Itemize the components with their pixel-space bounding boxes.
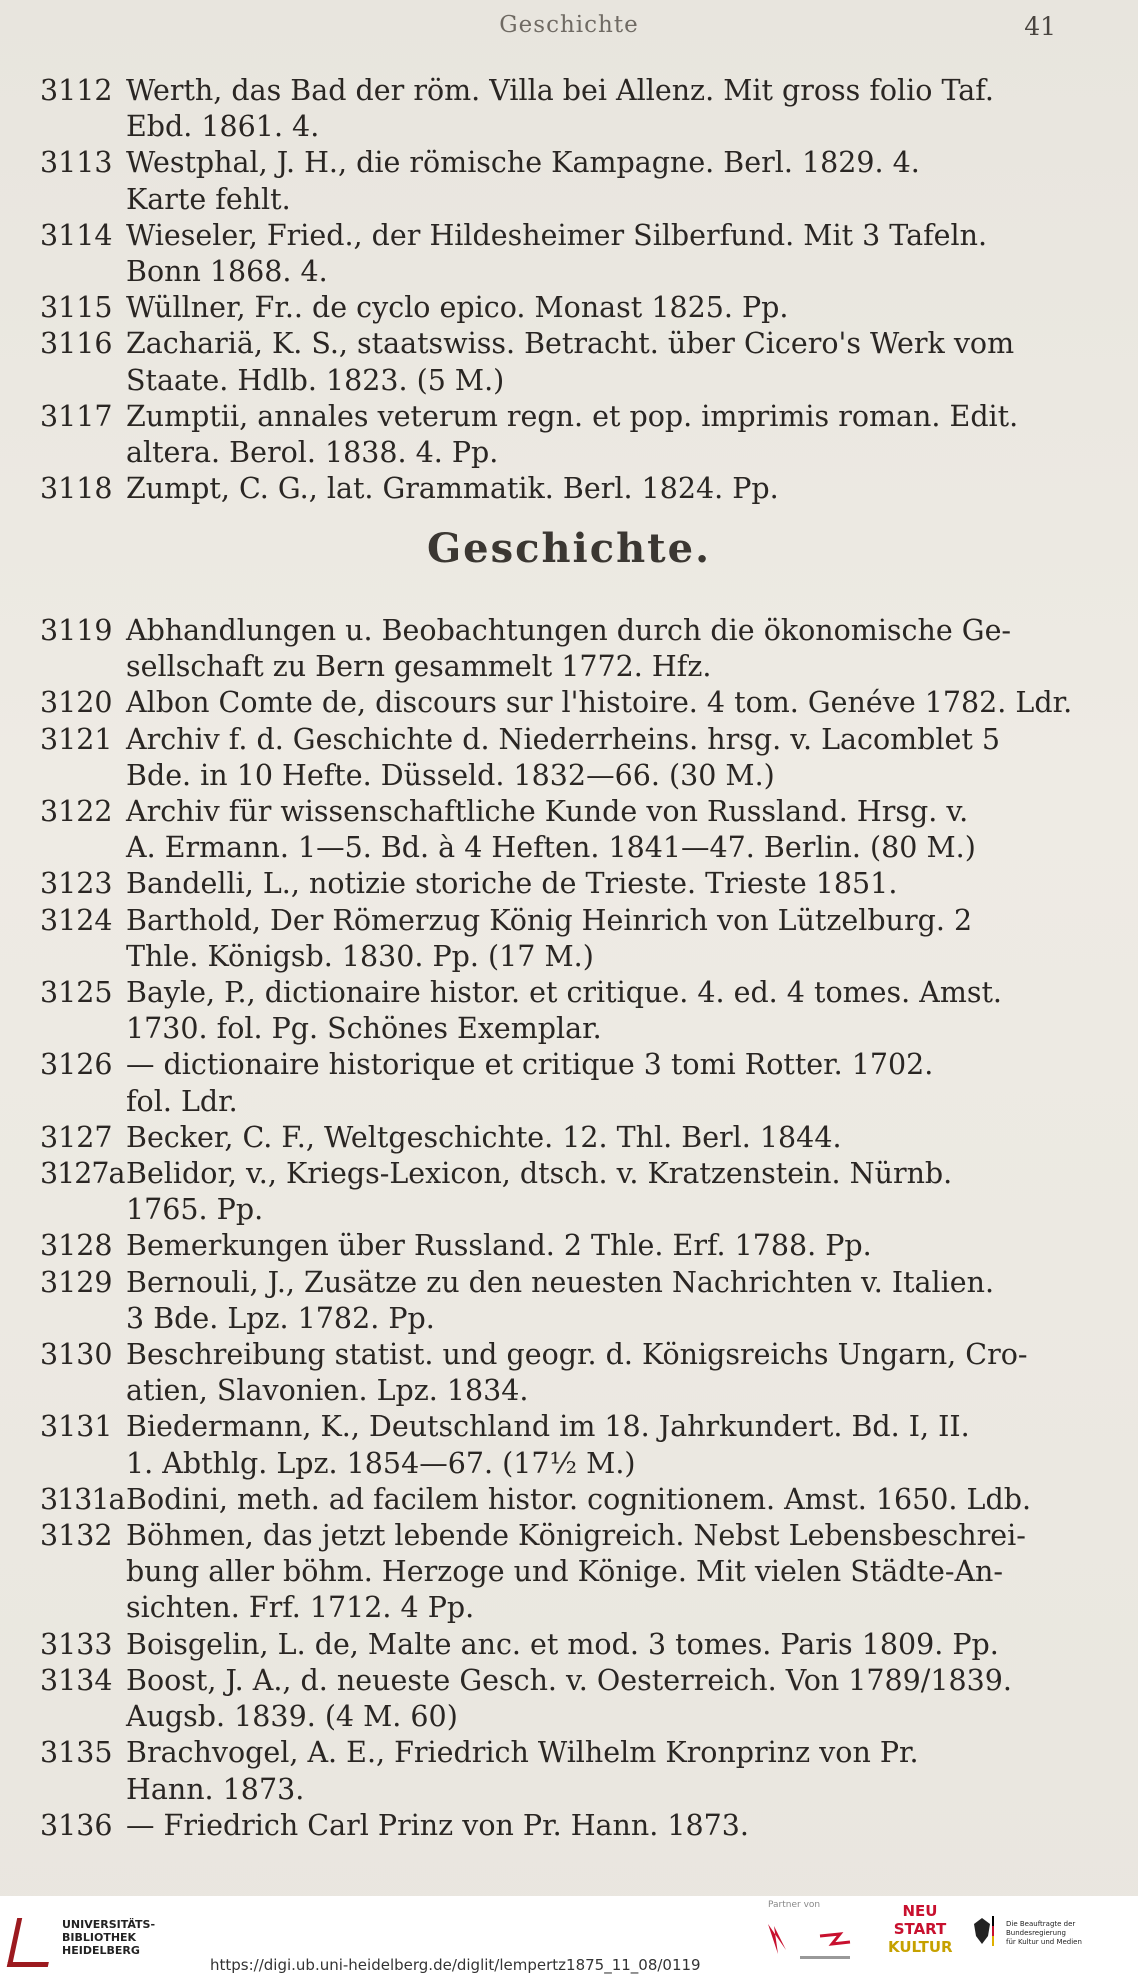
entry-line: Barthold, Der Römerzug König Heinrich von Lützelburg. 2	[126, 903, 973, 937]
entry-number: 3130	[40, 1338, 113, 1372]
entry-line: 1765. Pp.	[126, 1193, 264, 1227]
entry-line: Abhandlungen u. Beobachtungen durch die ökonomische Ge-	[126, 614, 1012, 647]
entry-line: Archiv für wissenschaftliche Kunde von Russland. Hrsg. v.	[126, 795, 969, 829]
entry-number: 3115	[40, 291, 113, 325]
catalog-entry	[40, 685, 1073, 721]
catalog-entry	[40, 722, 1060, 794]
entry-number: 3127	[40, 1120, 113, 1154]
entry-line: Archiv f. d. Geschichte d. Niederrheins. hrsg. v. Lacomblet 5	[126, 722, 1001, 756]
entry-line: Bandelli, L., notizie storiche de Trieste. Trieste 1851.	[126, 867, 898, 901]
entry-number: 3127a	[40, 1157, 125, 1191]
entry-line: Augsb. 1839. (4 M. 60)	[126, 1700, 458, 1734]
entry-text	[126, 866, 1060, 902]
page-number: 41	[1024, 12, 1056, 41]
entry-number: 3117	[40, 399, 113, 433]
catalog-entry	[40, 1337, 1060, 1409]
entry-text	[126, 1228, 1060, 1264]
entry-line: altera. Berol. 1838. 4. Pp.	[126, 436, 499, 470]
entry-line: — dictionaire historique et critique 3 tomi Rotter. 1702.	[126, 1048, 934, 1082]
entry-text	[126, 1735, 1060, 1807]
entry-line: Zumpt, C. G., lat. Grammatik. Berl. 1824. Pp.	[126, 472, 779, 506]
entry-line: 1730. fol. Pg. Schönes Exemplar.	[126, 1012, 602, 1046]
entry-line: Bernouli, J., Zusätze zu den neuesten Nachrichten v. Italien.	[126, 1265, 995, 1299]
entry-line: Beschreibung statist. und geogr. d. Königsreichs Ungarn, Cro-	[126, 1338, 1028, 1372]
entry-line: atien, Slavonien. Lpz. 1834.	[126, 1374, 529, 1408]
entry-line: Zumptii, annales veterum regn. et pop. imprimis roman. Edit.	[126, 399, 1019, 433]
entry-line: Wüllner, Fr.. de cyclo epico. Monast 1825. Pp.	[126, 291, 789, 325]
entry-text	[126, 73, 1060, 145]
entry-text	[126, 1663, 1060, 1735]
catalog-entry	[40, 1735, 1060, 1807]
entry-number: 3120	[40, 686, 113, 720]
entry-number: 3129	[40, 1265, 113, 1299]
entry-text	[126, 1518, 1060, 1627]
entry-text	[126, 1808, 1060, 1844]
entry-line: Zachariä, K. S., staatswiss. Betracht. über Cicero's Werk vom	[126, 327, 1015, 361]
entry-line: 1. Abthlg. Lpz. 1854—67. (17½ M.)	[126, 1446, 636, 1480]
catalog-entry	[40, 1627, 1060, 1663]
entry-number: 3113	[40, 146, 113, 180]
partner-label: Partner von	[768, 1900, 821, 1910]
entry-line: Böhmen, das jetzt lebende Königreich. Nebst Lebensbeschrei-	[126, 1519, 1026, 1553]
entry-number: 3131	[40, 1410, 113, 1444]
entry-text	[126, 399, 1060, 471]
entry-number: 3128	[40, 1229, 113, 1263]
ub-logo-line: BIBLIOTHEK	[62, 1931, 137, 1944]
entry-text	[126, 613, 1060, 685]
entry-line: sellschaft zu Bern gesammelt 1772. Hfz.	[126, 650, 712, 684]
neustart-line: KULTUR	[888, 1938, 953, 1956]
entry-number: 3125	[40, 976, 113, 1010]
catalog-entry	[40, 145, 1060, 217]
entry-line: Bde. in 10 Hefte. Düsseld. 1832—66. (30 M.)	[126, 758, 775, 792]
bkm-text	[1006, 1920, 1130, 1947]
catalog-entries-top	[40, 73, 1060, 507]
bkm-line: für Kultur und Medien	[1006, 1938, 1082, 1946]
catalog-entries-bottom	[40, 613, 1073, 1844]
entry-number: 3136	[40, 1808, 113, 1842]
entry-number: 3126	[40, 1048, 113, 1082]
catalog-entry	[40, 1663, 1060, 1735]
bkm-line: Die Beauftragte der Bundesregierung	[1006, 1920, 1076, 1937]
digitization-footer	[0, 1896, 1138, 1978]
eagle-icon	[970, 1916, 994, 1946]
entry-number: 3122	[40, 795, 113, 829]
entry-number: 3116	[40, 327, 113, 361]
entry-line: Brachvogel, A. E., Friedrich Wilhelm Kronprinz von Pr.	[126, 1736, 919, 1770]
entry-text	[126, 1265, 1060, 1337]
entry-number: 3135	[40, 1736, 113, 1770]
entry-text	[126, 1120, 1060, 1156]
entry-text	[126, 975, 1060, 1047]
catalog-entry	[40, 794, 1060, 866]
ub-logo-icon	[7, 1918, 58, 1967]
catalog-entry	[40, 613, 1060, 685]
entry-number: 3124	[40, 903, 113, 937]
entry-line: Werth, das Bad der röm. Villa bei Allenz. Mit gross folio Taf.	[126, 74, 994, 107]
entry-line: Boost, J. A., d. neueste Gesch. v. Oesterreich. Von 1789/1839.	[126, 1663, 1012, 1697]
ub-logo-text	[62, 1918, 155, 1957]
catalog-entry	[40, 399, 1060, 471]
entry-line: bung aller böhm. Herzoge und Könige. Mit vielen Städte-An-	[126, 1555, 1004, 1589]
entry-text	[126, 1047, 1060, 1119]
catalog-entry	[40, 1120, 1060, 1156]
entry-number: 3131a	[40, 1482, 125, 1516]
running-header	[0, 12, 1138, 52]
catalog-entry	[40, 1808, 1060, 1844]
entry-text	[126, 903, 1060, 975]
entry-line: fol. Ldr.	[126, 1084, 238, 1118]
entry-number: 3134	[40, 1663, 113, 1697]
entry-line: Albon Comte de, discours sur l'histoire. 4 tom. Genéve 1782. Ldr.	[126, 686, 1073, 720]
entry-text	[126, 471, 1060, 507]
entry-line: Belidor, v., Kriegs-Lexicon, dtsch. v. Kratzenstein. Nürnb.	[126, 1157, 953, 1191]
ub-logo-line: HEIDELBERG	[62, 1944, 140, 1957]
entry-text	[126, 722, 1060, 794]
entry-line: Becker, C. F., Weltgeschichte. 12. Thl. Berl. 1844.	[126, 1120, 842, 1154]
entry-line: Bayle, P., dictionaire histor. et critique. 4. ed. 4 tomes. Amst.	[126, 976, 1002, 1010]
entry-line: sichten. Frf. 1712. 4 Pp.	[126, 1591, 475, 1625]
entry-text	[126, 1156, 1060, 1228]
catalog-entry	[40, 866, 1060, 902]
entry-text	[126, 1409, 1060, 1481]
entry-number: 3118	[40, 472, 113, 506]
neustart-line: NEU	[902, 1902, 938, 1920]
entry-text	[126, 1337, 1060, 1409]
entry-text	[126, 326, 1060, 398]
catalog-entry	[40, 1228, 1060, 1264]
catalog-entry	[40, 218, 1060, 290]
entry-line: Hann. 1873.	[126, 1772, 305, 1806]
catalog-entry	[40, 1047, 1060, 1119]
catalog-entry	[40, 290, 1060, 326]
entry-text	[126, 685, 1073, 721]
catalog-entry	[40, 73, 1060, 145]
entry-number: 3123	[40, 867, 113, 901]
neustart-line: START	[893, 1920, 947, 1938]
entry-number: 3112	[40, 74, 113, 107]
catalog-entry	[40, 1518, 1060, 1627]
entry-line: 3 Bde. Lpz. 1782. Pp.	[126, 1301, 435, 1335]
section-heading: Geschichte.	[426, 525, 712, 572]
entry-line: Boisgelin, L. de, Malte anc. et mod. 3 tomes. Paris 1809. Pp.	[126, 1627, 999, 1661]
catalog-entry	[40, 1156, 1060, 1228]
neustart-kultur-logo[interactable]	[888, 1902, 952, 1966]
catalog-entry	[40, 975, 1060, 1047]
entry-number: 3121	[40, 722, 113, 756]
entry-line: Biedermann, K., Deutschland im 18. Jahrkundert. Bd. I, II.	[126, 1410, 970, 1444]
entry-line: Westphal, J. H., die römische Kampagne. Berl. 1829. 4.	[126, 146, 920, 180]
partner-logos-icon	[760, 1914, 880, 1964]
entry-line: Bodini, meth. ad facilem histor. cognitionem. Amst. 1650. Ldb.	[126, 1482, 1032, 1516]
entry-line: — Friedrich Carl Prinz von Pr. Hann. 1873.	[126, 1808, 749, 1842]
entry-line: A. Ermann. 1—5. Bd. à 4 Heften. 1841—47. Berlin. (80 M.)	[126, 831, 976, 865]
entry-line: Bonn 1868. 4.	[126, 255, 328, 289]
entry-line: Karte fehlt.	[126, 182, 291, 216]
entry-line: Wieseler, Fried., der Hildesheimer Silberfund. Mit 3 Tafeln.	[126, 218, 988, 252]
entry-line: Thle. Königsb. 1830. Pp. (17 M.)	[126, 939, 594, 973]
permalink-url[interactable]: https://digi.ub.uni-heidelberg.de/diglit/lempertz1875_11_08/0119	[210, 1956, 701, 1974]
ub-logo-line: UNIVERSITÄTS-	[62, 1918, 156, 1931]
catalog-entry	[40, 903, 1060, 975]
entry-number: 3114	[40, 218, 113, 252]
catalog-entry	[40, 1409, 1060, 1481]
entry-text	[126, 1627, 1060, 1663]
entry-line: Ebd. 1861. 4.	[126, 110, 320, 144]
catalog-entry	[40, 326, 1060, 398]
entry-text	[126, 1482, 1060, 1518]
running-title: Geschichte	[499, 12, 639, 38]
entry-number: 3119	[40, 614, 113, 647]
entry-line: Bemerkungen über Russland. 2 Thle. Erf. 1788. Pp.	[126, 1229, 872, 1263]
catalog-entry	[40, 1482, 1060, 1518]
entry-text	[126, 794, 1060, 866]
catalog-entry	[40, 471, 1060, 507]
ub-heidelberg-logo[interactable]	[10, 1910, 160, 1970]
entry-text	[126, 145, 1060, 217]
entry-number: 3133	[40, 1627, 113, 1661]
entry-number: 3132	[40, 1519, 113, 1553]
catalog-entry	[40, 1265, 1060, 1337]
bkm-logo[interactable]	[970, 1916, 1130, 1956]
entry-text	[126, 290, 1060, 326]
entry-line: Staate. Hdlb. 1823. (5 M.)	[126, 363, 505, 397]
entry-text	[126, 218, 1060, 290]
